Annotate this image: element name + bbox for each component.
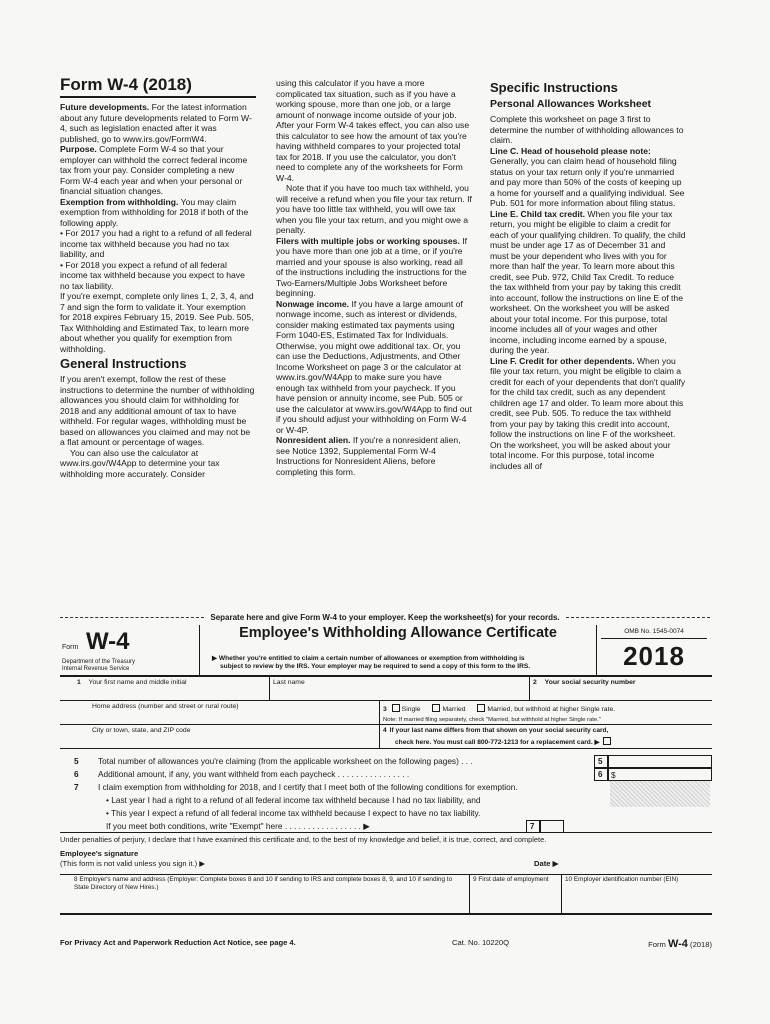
paragraph-lead: Line C. Head of household please note:: [490, 145, 651, 156]
paragraph: [276, 299, 472, 436]
instructions-column-2: [276, 78, 472, 477]
paragraph: [60, 197, 256, 229]
paragraph-text: You may claim exemption from withholding for 2018 if both of the following apply.: [60, 196, 249, 228]
perjury-statement: Under penalties of perjury, I declare that I have examined this certificate and, to the best of my knowledge and belief, it is true, correct, and complete.: [60, 835, 547, 844]
line-text: • This year I expect a refund of all federal income tax withheld because I expect to have no tax liability.: [106, 808, 481, 818]
signature-field[interactable]: [220, 857, 520, 871]
field-label: Home address (number and street or rural route): [92, 703, 239, 710]
paragraph-text: If you're a nonresident alien, see Notice 1392, Supplemental Form W-4 Instructions for Nonresident Aliens, before completing this form.: [276, 435, 461, 477]
specific-instructions-heading: Specific Instructions: [490, 80, 618, 95]
paragraph-text: Complete Form W-4 so that your employer can withhold the correct federal income tax from your pay. Consider completing a new Form W-4 each year and when your personal or financial situation changes.: [60, 144, 248, 196]
filing-status-field: [380, 701, 712, 724]
field-label: Your social security number: [544, 679, 636, 686]
checkbox-label: Married, but withhold at higher Single rate.: [487, 706, 616, 713]
paragraph: [60, 144, 256, 197]
form-code: W-4: [86, 628, 130, 655]
worksheet-heading: Personal Allowances Worksheet: [490, 98, 652, 110]
name-row: [60, 677, 712, 701]
box-number: 7: [530, 822, 535, 831]
form-code: W-4: [667, 938, 688, 950]
field-number: 1: [77, 679, 81, 686]
paragraph: [276, 435, 472, 477]
checkbox-label: Single: [401, 706, 421, 713]
paragraph-text: Complete this worksheet on page 3 first to determine the number of withholding allowances to claim.: [490, 114, 684, 145]
box-number: 5: [598, 757, 603, 766]
paragraph: [276, 183, 472, 236]
paragraph: [490, 146, 686, 209]
subtitle-line: ▶ Whether you're entitled to claim a certain number of allowances or exemption from withholding is: [212, 655, 525, 662]
married-checkbox[interactable]: [432, 704, 440, 712]
w4-form: [60, 625, 712, 915]
paragraph-lead: Purpose.: [60, 144, 97, 154]
page-title: Form W-4 (2018): [60, 76, 256, 98]
line-7-bullet: [60, 807, 712, 820]
field-number: 3: [383, 706, 387, 713]
general-instructions-heading: General Instructions: [60, 356, 187, 371]
signature-note: (This form is not valid unless you sign it.) ▶: [60, 859, 206, 868]
line-text: Total number of allowances you're claiming (from the applicable worksheet on the following pages) . . .: [98, 756, 473, 766]
field-label: 9 First date of employment: [473, 876, 549, 883]
first-name-field[interactable]: [60, 677, 270, 700]
paragraph-text: Note that if you have too much tax withheld, you will receive a refund when you file your tax return. If you have too little tax withheld, you will owe tax when you file your tax return, and you might owe a penalty.: [276, 183, 472, 235]
line-text: If you meet both conditions, write "Exempt" here . . . . . . . . . . . . . . . . . ▶: [106, 821, 370, 831]
line-6: [60, 768, 712, 781]
paragraph: If you aren't exempt, follow the rest of these instructions to determine the number of withholding allowances you should claim for withholding for 2018 and any additional amount of tax to have withheld. For regular wages, withholding must be based on allowances you claimed and may not be a flat amount or percentage of wages.: [60, 374, 255, 447]
department-label: Department of the Treasury Internal Revenue Service: [62, 659, 136, 672]
paragraph-text: • For 2017 you had a right to a refund of all federal income tax withheld because you had no tax liability, and: [60, 228, 252, 259]
field-label: check here. You must call 800-772-1213 for a replacement card. ▶: [395, 739, 600, 746]
name-differs-field: [380, 725, 712, 748]
field-label: 10 Employer identification number (EIN): [565, 876, 679, 883]
line-number: 5: [74, 756, 79, 766]
paragraph: [276, 236, 472, 299]
paragraph: [276, 78, 472, 183]
line-number-box: [594, 755, 608, 768]
date-label: Date ▶: [534, 859, 559, 868]
form-word: Form: [648, 940, 666, 949]
married-higher-checkbox[interactable]: [477, 704, 485, 712]
privacy-notice: For Privacy Act and Paperwork Reduction Act Notice, see page 4.: [60, 938, 296, 947]
note-text: Note: If married filing separately, check "Married, but withhold at higher Single rate.": [383, 717, 601, 723]
form-subtitle: [212, 655, 592, 671]
employer-row: [60, 875, 712, 915]
paragraph-text: If you're exempt, complete only lines 1, 2, 3, 4, and 7 and sign the form to validate it. Your exemption for 2018 expires February 15, 2019. See Pub. 505, Tax Withholding and Estimated Tax, to learn more about whether you qualify for exemption from withholding.: [60, 291, 254, 354]
paragraph-lead: Line F. Credit for other dependents.: [490, 355, 635, 366]
subtitle-line: subject to review by the IRS. Your employer may be required to send a copy of this form to the IRS.: [220, 663, 531, 670]
field-number: 4: [383, 727, 387, 734]
separator-text: Separate here and give Form W-4 to your employer. Keep the worksheet(s) for your records.: [210, 613, 560, 622]
field-label: 8 Employer's name and address (Employer: Complete boxes 8 and 10 if sending to IRS and complete boxes 8, 9, and 10 if sending to State Directory of New Hires.): [74, 876, 453, 891]
paragraph: You can also use the calculator at www.irs.gov/W4App to determine your tax withholding more accurately. Consider: [60, 447, 220, 479]
separator-line: [60, 613, 710, 622]
allowances-input[interactable]: [608, 755, 712, 768]
paragraph: [60, 291, 256, 354]
line-number: 6: [74, 769, 79, 779]
paragraph: [60, 102, 256, 144]
paragraph-lead: Future developments.: [60, 102, 150, 112]
field-label: Your first name and middle initial: [88, 679, 187, 686]
field-label: Last name: [273, 679, 305, 686]
instructions-column-3: [490, 78, 686, 471]
shaded-area: [610, 781, 710, 807]
paragraph: [60, 228, 256, 260]
line-number-box: [526, 820, 540, 833]
paragraph: [490, 209, 686, 356]
paragraph-lead: Exemption from withholding.: [60, 196, 179, 207]
home-address-field[interactable]: [60, 701, 380, 724]
paragraph-text: Generally, you can claim head of household filing status on your tax return only if you're unmarried and pay more than 50% of the costs of keeping up a home for yourself and a qualifying individual. See Pub. 501 for more information about filing status.: [490, 156, 685, 208]
paragraph-lead: Nonresident alien.: [276, 435, 351, 445]
paragraph-text: When you file your tax return, you might be eligible to claim a credit for each of your qualifying children. To qualify, the child must be under age 17 as of December 31 and must be your dependent who lives with you for more than half the year. To learn more about this credit, see Pub. 972, Child Tax Credit. To reduce the tax withheld from your pay by taking this credit into account, follow the instructions on line E of the worksheet. On the worksheet you will be asked about your total income. For this purpose, total income includes all of your wages and other income, including income earned by a spouse, during the year.: [490, 208, 686, 355]
omb-number: OMB No. 1545-0074: [601, 627, 707, 639]
box-number: 6: [598, 770, 603, 779]
paragraph-lead: Line E. Child tax credit.: [490, 208, 586, 219]
paragraph-text: • For 2018 you expect a refund of all federal income tax withheld because you expect to have no tax liability.: [60, 259, 245, 291]
catalog-number: Cat. No. 10220Q: [452, 938, 509, 947]
dollar-sign: $: [611, 770, 616, 780]
exempt-input[interactable]: [540, 820, 564, 833]
ein-field[interactable]: [562, 875, 712, 913]
instructions-column-1: [60, 76, 256, 479]
paragraph: [490, 356, 686, 472]
line-number-box: [594, 768, 608, 781]
first-date-field[interactable]: [470, 875, 562, 913]
checkbox-label: Married: [442, 706, 466, 713]
footer-form-id: [648, 938, 712, 950]
last-name-field[interactable]: [270, 677, 530, 700]
form-year: 2018: [623, 641, 685, 671]
line-text: • Last year I had a right to a refund of all federal income tax withheld because I had no tax liability, and: [106, 795, 481, 805]
city-field[interactable]: [60, 725, 380, 748]
paragraph-text: If you have a large amount of nonwage income, such as interest or dividends, consider making estimated tax payments using Form 1040-ES, Estimated Tax for Individuals. Otherwise, you might owe additional tax. Or, you can use the Deductions, Adjustments, and Other Income Worksheet on page 3 or the calculator at www.irs.gov/W4App to make sure you have enough tax withheld from your paycheck. If you have pension or annuity income, see Pub. 505 or use the calculator at www.irs.gov/W4App to find out if you should adjust your withholding on Form W-4 or W-4P.: [276, 298, 472, 435]
field-label: City or town, state, and ZIP code: [92, 727, 191, 734]
paragraph-text: When you file your tax return, you might be eligible to claim a credit for each of your dependents that don't qualify for the child tax credit, such as any dependent children age 17 and older. To learn more about this credit, see Pub. 505. To reduce the tax withheld from your pay by taking this credit into account, follow the instructions on line F of the worksheet. On the worksheet, you will be asked about your total income. For this purpose, total income includes all of: [490, 355, 686, 471]
line-text: I claim exemption from withholding for 2018, and I certify that I meet both of the following conditions for exemption.: [98, 782, 518, 792]
paragraph-lead: Nonwage income.: [276, 298, 350, 309]
form-word: Form: [62, 644, 79, 651]
paragraph: [60, 260, 256, 292]
signature-row: [60, 849, 712, 875]
paragraph-text: using this calculator if you have a more complicated tax situation, such as if you have a working spouse, more than one job, or a large amount of nonwage income outside of your job. After your Form W-4 takes effect, you can also use this calculator to see how the amount of tax you're having withheld compares to your projected total tax for 2018. If you use the calculator, you don't need to complete any of the worksheets for Form W-4.: [276, 78, 470, 183]
field-label: If your last name differs from that shown on your social security card,: [389, 727, 609, 734]
line-number: 7: [74, 782, 79, 792]
form-header: [60, 625, 712, 677]
form-title: Employee's Withholding Allowance Certificate: [239, 625, 557, 641]
address-row: [60, 701, 712, 725]
ssn-field[interactable]: [530, 677, 712, 700]
form-year: (2018): [690, 940, 712, 949]
field-number: 2: [533, 679, 537, 686]
paragraph-text: For the latest information about any future developments related to Form W-4, such as legislation enacted after it was published, go to www.irs.gov/FormW4.: [60, 102, 252, 144]
line-7-exempt: [60, 820, 712, 833]
line-5: [60, 755, 712, 768]
paragraph: [490, 114, 686, 146]
signature-label: Employee's signature: [60, 849, 139, 858]
name-differs-checkbox[interactable]: [603, 737, 611, 745]
employer-name-field[interactable]: [60, 875, 470, 913]
single-checkbox[interactable]: [392, 704, 400, 712]
city-row: [60, 725, 712, 749]
line-text: Additional amount, if any, you want withheld from each paycheck . . . . . . . . . . . . . . . .: [98, 769, 410, 779]
additional-amount-input[interactable]: [608, 768, 712, 781]
paragraph-lead: Filers with multiple jobs or working spouses.: [276, 235, 460, 246]
paragraph-text: If you have more than one job at a time, or if you're married and your spouse is also working, read all of the instructions including the instructions for the Two-Earners/Multiple Jobs Worksheet before beginning.: [276, 235, 468, 298]
